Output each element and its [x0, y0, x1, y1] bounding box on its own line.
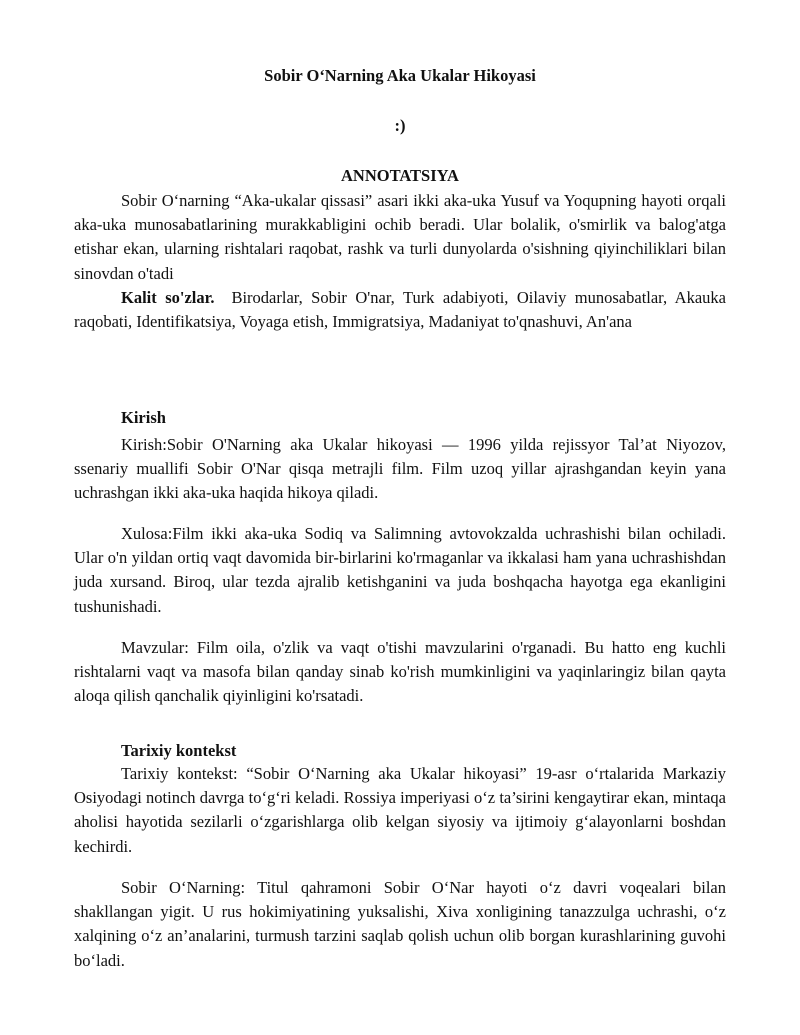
history-paragraph: Tarixiy kontekst: “Sobir O‘Narning aka Ukalar hikoyasi” 19-asr o‘rtalarida Markaziy Osiyodagi notinch davrga to‘g‘ri keladi. Rossiya imperiyasi o‘z ta’sirini kengaytirar ekan, mintaqa aholisi hayotida sezilarli o‘zgarishlarga olib kelgan siyosiy va ijtimoiy g‘alayonlarni boshdan kechirdi. [74, 764, 726, 856]
document-title: Sobir O‘Narning Aka Ukalar Hikoyasi [264, 66, 536, 85]
annotation-paragraph: Sobir O‘narning “Aka-ukalar qissasi” asari ikki aka-uka Yusuf va Yoqupning hayoti orqali aka-uka munosabatlarining murakkabligini ochib beradi. Ular bolalik, o'smirlik va balog'atga etishar ekan, ularning rishtalari raqobat, rashk va turli dunyolarda o'sishning qiyinchiliklari bilan sinovdan o'tadi [74, 191, 726, 283]
themes-paragraph: Mavzular: Film oila, o'zlik va vaqt o'tishi mavzularini o'rganadi. Bu hatto eng kuchli rishtalarni vaqt va masofa bilan qanday sinab ko'rish mumkinligini va yaqinlaringiz bilan qayta aloqa qilish qanchalik qiyinligini ko'rsatadi. [74, 638, 726, 706]
annotation-heading: ANNOTATSIYA [341, 166, 459, 185]
intro-heading: Kirish [121, 408, 166, 427]
summary-paragraph: Xulosa:Film ikki aka-uka Sodiq va Salimning avtovokzalda uchrashishi bilan ochiladi. Ular o'n yildan ortiq vaqt davomida bir-birlarini ko'rmaganlar va ikkalasi ham yana uchrashishdan juda xursand. Biroq, ular tezda ajralib ketishganini va juda boshqacha hayotga ega ekanligini tushunishadi. [74, 524, 726, 616]
smiley-text: :) [394, 116, 406, 135]
keywords-label: Kalit so'zlar. [121, 288, 215, 307]
keywords-paragraph [74, 286, 726, 334]
hero-paragraph: Sobir O‘Narning: Titul qahramoni Sobir O‘Nar hayoti o‘z davri voqealari bilan shakllangan yigit. U rus hokimiyatining yuksalishi, Xiva xonligining tanazzulga uchrashi, o‘z xalqining o‘z an’analarini, turmush tarzini saqlab qolish uchun olib borgan kurashlarining guvohi bo‘ladi. [74, 878, 726, 970]
history-heading: Tarixiy kontekst [121, 741, 237, 760]
keywords-text: Birodarlar, Sobir O'nar, Turk adabiyoti, Oilaviy munosabatlar, Akauka raqobati, Identifikatsiya, Voyaga etish, Immigratsiya, Madaniyat to'qnashuvi, An'ana [74, 288, 726, 332]
intro-paragraph: Kirish:Sobir O'Narning aka Ukalar hikoyasi — 1996 yilda rejissyor Tal’at Niyozov, ssenariy muallifi Sobir O'Nar qisqa metrajli film. Film uzoq yillar ajrashgandan keyin yana uchrashgan ikki aka-uka haqida hikoya qiladi. [74, 435, 726, 503]
